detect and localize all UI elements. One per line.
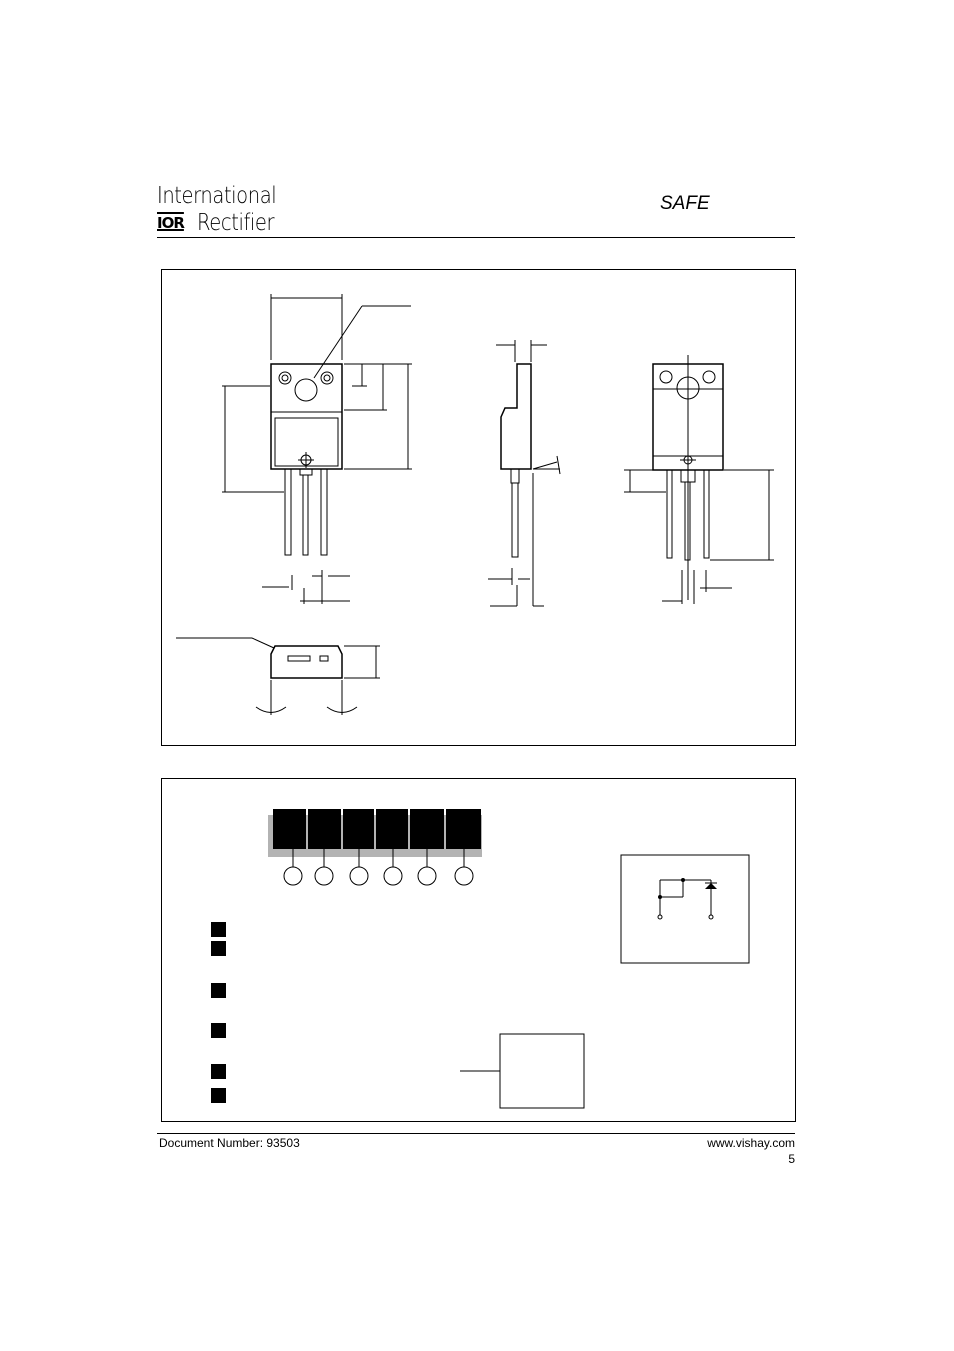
ior-logo-mark: IOR: [157, 214, 184, 232]
ordering-code-blocks: [273, 809, 481, 849]
outline-drawing-panel: [161, 269, 796, 746]
front-view: [222, 294, 412, 604]
document-number: Document Number: 93503: [159, 1136, 300, 1150]
ordering-code-diagram: [162, 779, 797, 1123]
part-family-title: SAFE: [660, 193, 710, 214]
code-marker-1: [284, 867, 302, 885]
ordering-info-panel: [161, 778, 796, 1122]
legend-squares: [211, 922, 226, 1103]
footer-rule: [157, 1133, 795, 1134]
side-view: [488, 340, 560, 606]
top-view: [176, 638, 380, 715]
code-marker-4: [384, 867, 402, 885]
diode-symbol: [705, 883, 717, 889]
schematic-box: [621, 855, 749, 963]
header-rule: [157, 237, 795, 238]
page-number: 5: [788, 1152, 795, 1166]
back-view: [624, 355, 774, 604]
outline-drawing: [162, 270, 797, 747]
callout-box: [460, 1034, 584, 1108]
code-marker-2: [315, 867, 333, 885]
logo-rectifier-word: Rectifier: [197, 210, 275, 236]
code-marker-6: [455, 867, 473, 885]
website-link[interactable]: www.vishay.com: [707, 1136, 795, 1150]
code-marker-5: [418, 867, 436, 885]
code-marker-3: [350, 867, 368, 885]
logo-international: International: [157, 183, 277, 209]
